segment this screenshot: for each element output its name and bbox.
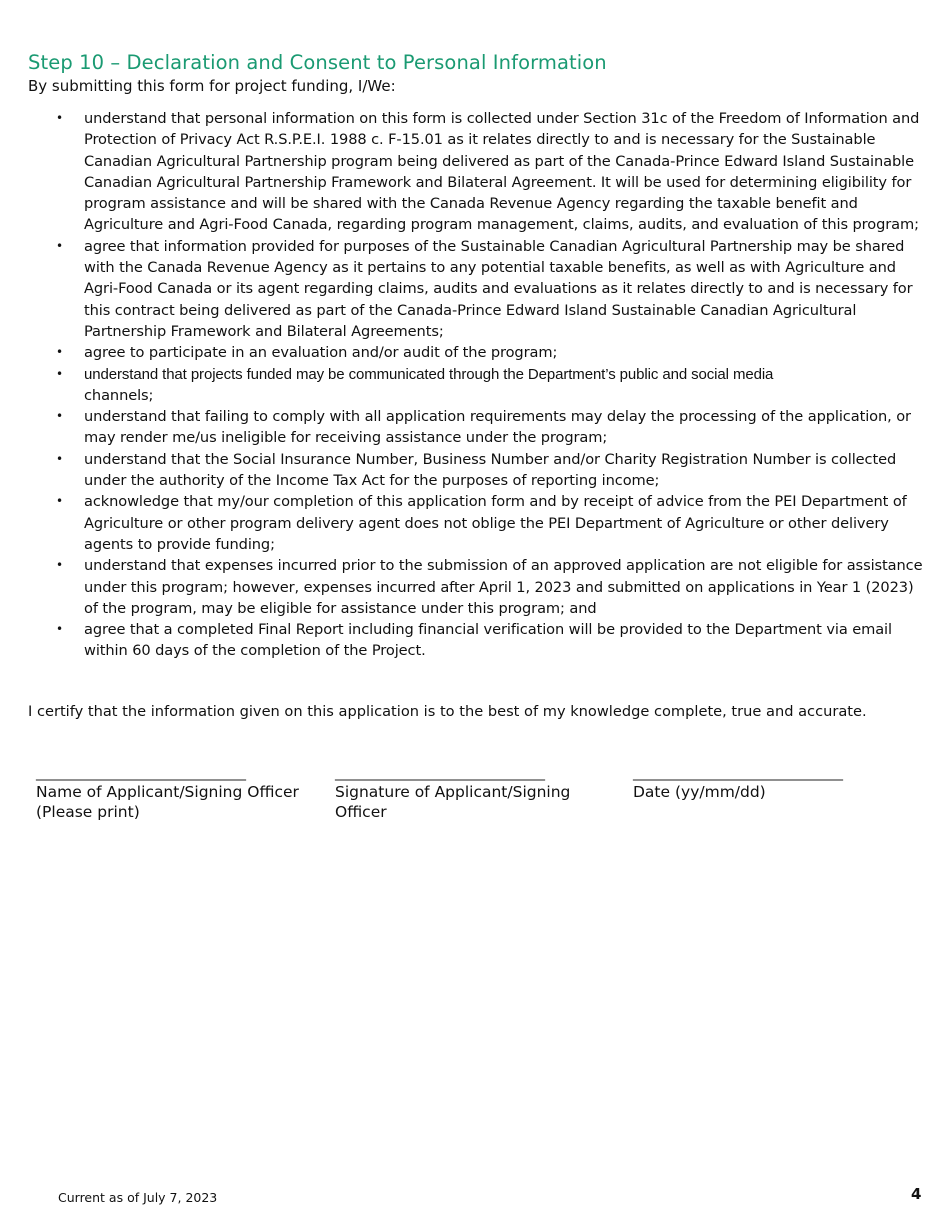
bullet-icon: • xyxy=(56,558,63,573)
signature-line: ______________________________ xyxy=(633,765,843,781)
list-item xyxy=(56,236,926,342)
list-item xyxy=(56,449,926,492)
list-item xyxy=(56,108,926,236)
list-item-text: understand that the Social Insurance Number, Business Number and/or Charity Registration Number is collected under the authority of the Income Tax Act for the purposes of reporting income; xyxy=(84,450,897,490)
list-item-text: understand that personal information on this form is collected under Section 31c of the Freedom of Information and Protection of Privacy Act R.S.P.E.I. 1988 c. F-15.01 as it relates directly to and is necessary for the Sustainable Canadian Agricultural Partnership program being delivered as part of the Canada-Prince Edward Island Sustainable Canadian Agricultural Partnership Framework and Bilateral Agreement. It will be used for determining eligibility for program assistance and will be shared with the Canada Revenue Agency regarding the taxable benefit and Agriculture and Agri-Food Canada, regarding program management, claims, audits, and evaluation of this program; xyxy=(84,110,920,234)
section-title: Step 10 – Declaration and Consent to Personal Information xyxy=(28,51,607,74)
certification-statement: I certify that the information given on this application is to the best of my knowledge complete, true and accurate. xyxy=(28,703,867,720)
list-item-text: acknowledge that my/our completion of this application form and by receipt of advice from the PEI Department of Agriculture or other program delivery agent does not oblige the PEI Department of Agriculture or other delivery agents to provide funding; xyxy=(84,493,907,553)
signature-field-name[interactable] xyxy=(36,764,321,822)
footer-date: Current as of July 7, 2023 xyxy=(58,1190,218,1205)
list-item-text xyxy=(84,366,773,404)
signature-line: ______________________________ xyxy=(335,765,545,781)
declaration-list xyxy=(56,108,926,662)
list-item-text: agree to participate in an evaluation and/or audit of the program; xyxy=(84,344,558,362)
list-item-text: understand that expenses incurred prior to the submission of an approved application are not eligible for assistance under this program; however, expenses incurred after April 1, 2023 and submitted on applications in Year 1 (2023) of the program, may be eligible for assistance under this program; and xyxy=(84,557,923,617)
bullet-icon: • xyxy=(56,345,63,360)
bullet-icon: • xyxy=(56,451,63,466)
list-item-text: agree that a completed Final Report including financial verification will be provided to the Department via email within 60 days of the completion of the Project. xyxy=(84,621,892,660)
bullet-icon: • xyxy=(56,409,63,424)
signature-label: Signature of Applicant/Signing Officer xyxy=(335,783,571,821)
list-item-text-part: understand that projects funded may be communicated through the Department’s public and social media xyxy=(84,365,774,383)
bullet-icon: • xyxy=(56,494,63,509)
list-item-text: agree that information provided for purposes of the Sustainable Canadian Agricultural Partnership may be shared with the Canada Revenue Agency as it pertains to any potential taxable benefits, as well as with Agriculture and Agri-Food Canada or its agent regarding claims, audits and evaluations as it relates directly to and is necessary for this contract being delivered as part of the Canada-Prince Edward Island Sustainable Canadian Agricultural Partnership Framework and Bilateral Agreements; xyxy=(84,237,913,340)
name-label: Name of Applicant/Signing Officer (Please print) xyxy=(36,783,299,821)
page-number: 4 xyxy=(911,1185,922,1203)
date-label: Date (yy/mm/dd) xyxy=(633,783,766,801)
bullet-icon: • xyxy=(56,366,63,381)
bullet-icon: • xyxy=(56,622,63,637)
list-item xyxy=(56,364,926,407)
list-item xyxy=(56,406,926,449)
list-item xyxy=(56,491,926,555)
signature-field-signature[interactable] xyxy=(335,764,605,822)
list-item xyxy=(56,555,926,619)
section-intro: By submitting this form for project funding, I/We: xyxy=(28,77,396,95)
signature-line: ______________________________ xyxy=(36,765,246,781)
signature-field-date[interactable] xyxy=(633,764,918,802)
bullet-icon: • xyxy=(56,238,63,253)
bullet-icon: • xyxy=(56,111,63,125)
list-item xyxy=(56,619,926,662)
list-item xyxy=(56,342,926,363)
list-item-text-part: channels; xyxy=(84,386,154,404)
list-item-text: understand that failing to comply with all application requirements may delay the processing of the application, or may render me/us ineligible for receiving assistance under the program; xyxy=(84,408,911,447)
